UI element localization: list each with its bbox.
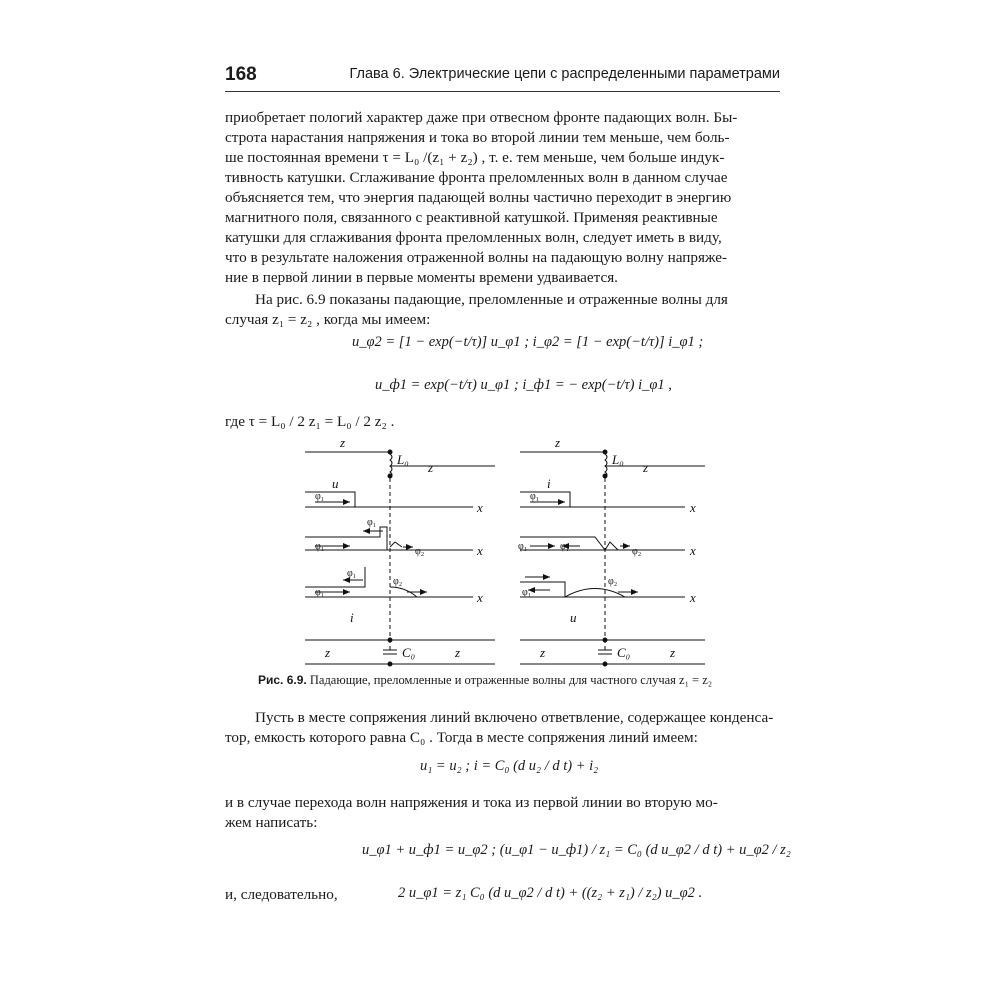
text-line: магнитного поля, связанного с реактивной катушкой. Применяя реактивные	[225, 209, 718, 226]
text-line: тивность катушки. Сглаживание фронта преломленных волн в данном случае	[225, 169, 728, 186]
label-phi1: φ₁	[347, 568, 357, 579]
text-line: ние в первой линии в первые моменты времени удваивается.	[225, 269, 618, 286]
equation-5: 2 u_φ1 = z₁ C₀ (d u_φ2 / d t) + ((z₂ + z₁) / z₂) u_φ2 .	[398, 885, 703, 901]
where-line	[225, 412, 780, 432]
header-rule	[225, 91, 780, 92]
label-axis: x	[690, 590, 696, 605]
label-phi1: φ₁	[518, 541, 528, 552]
text-line: где τ = L₀ / 2 z₁ = L₀ / 2 z₂ .	[225, 413, 395, 430]
label-phi1: φ₁	[560, 541, 570, 552]
label-z: z	[540, 645, 546, 660]
label-z: z	[325, 645, 331, 660]
text-line: и в случае перехода волн напряжения и тока из первой линии во вторую мо-	[225, 794, 718, 811]
text-line: приобретает пологий характер даже при отвесном фронте падающих волн. Бы-	[225, 109, 738, 126]
paragraph-2	[225, 290, 780, 330]
text-line: На рис. 6.9 показаны падающие, преломленные и отраженные волны для	[255, 291, 728, 308]
label-z: z	[455, 645, 461, 660]
label-z: z	[428, 460, 434, 475]
label-z: z	[643, 460, 649, 475]
label-wave: u	[332, 476, 339, 491]
equation-1: u_φ2 = [1 − exp(−t/τ)] u_φ1 ; i_φ2 = [1 − exp(−t/τ)] i_φ1 ;	[352, 334, 704, 350]
text-line: тор, емкость которого равна C₀ . Тогда в месте сопряжения линий имеем:	[225, 729, 698, 746]
label-z: z	[670, 645, 676, 660]
text-line: ше постоянная времени τ = L₀ /(z₁ + z₂) , т. е. тем меньше, чем больше индук-	[225, 149, 725, 166]
label-capacitor: C₀	[402, 645, 416, 660]
caption-label: Рис. 6.9.	[258, 673, 307, 687]
figure-6-9	[295, 432, 715, 667]
label-phi2: φ₂	[632, 546, 642, 557]
label-wave: i	[547, 476, 551, 491]
label-phi1: φ₁	[530, 491, 540, 502]
equation-3: u₁ = u₂ ; i = C₀ (d u₂ / d t) + i₂	[420, 758, 599, 774]
equation-4: u_φ1 + u_ф1 = u_φ2 ; (u_φ1 − u_ф1) / z₁ = C₀ (d u_φ2 / d t) + u_φ2 / z₂	[362, 842, 791, 858]
label-z: z	[340, 435, 346, 450]
label-phi1: φ₁	[522, 587, 532, 598]
text-line: жем написать:	[225, 814, 318, 831]
label-phi2: φ₂	[393, 576, 403, 587]
label-axis: x	[477, 543, 483, 558]
label-bottom: i	[350, 610, 354, 625]
running-header	[225, 62, 780, 88]
paragraph-3	[225, 708, 780, 748]
label-phi2: φ₂	[415, 546, 425, 557]
label-phi1: φ₁	[315, 491, 325, 502]
paragraph-4	[225, 793, 780, 833]
text-line: объясняется тем, что энергия падающей волны частично переходит в энергию	[225, 189, 732, 206]
equation-2: u_ф1 = exp(−t/τ) u_φ1 ; i_ф1 = − exp(−t/τ) i_φ1 ,	[375, 377, 672, 393]
text-line: случая z₁ = z₂ , когда мы имеем:	[225, 311, 431, 328]
caption-text: Падающие, преломленные и отраженные волны для частного случая z₁ = z₂	[309, 673, 713, 687]
label-axis: x	[690, 543, 696, 558]
text-line: и, следовательно,	[225, 886, 338, 903]
figure-caption	[258, 673, 712, 688]
eq5-prefix	[225, 885, 385, 905]
text-line: что в результате наложения отраженной волны на падающую волну напряже-	[225, 249, 728, 266]
label-z: z	[555, 435, 561, 450]
chapter-title: Глава 6. Электрические цепи с распределенными параметрами	[349, 66, 780, 82]
label-axis: x	[477, 500, 483, 515]
label-capacitor: C₀	[617, 645, 631, 660]
label-inductor: L₀	[612, 452, 624, 467]
label-bottom: u	[570, 610, 577, 625]
label-inductor: L₀	[397, 452, 409, 467]
text-line: катушки для сглаживания фронта преломленных волн, следует иметь в виду,	[225, 229, 722, 246]
label-phi1: φ₁	[315, 587, 325, 598]
label-axis: x	[690, 500, 696, 515]
text-line: строта нарастания напряжения и тока во второй линии тем меньше, чем боль-	[225, 129, 730, 146]
text-line: Пусть в месте сопряжения линий включено ответвление, содержащее конденса-	[255, 709, 774, 726]
label-phi2: φ₂	[608, 576, 618, 587]
paragraph-1	[225, 108, 780, 288]
label-phi1: φ₁	[367, 517, 377, 528]
label-axis: x	[477, 590, 483, 605]
label-phi1: φ₁	[315, 541, 325, 552]
page-number: 168	[225, 64, 257, 85]
